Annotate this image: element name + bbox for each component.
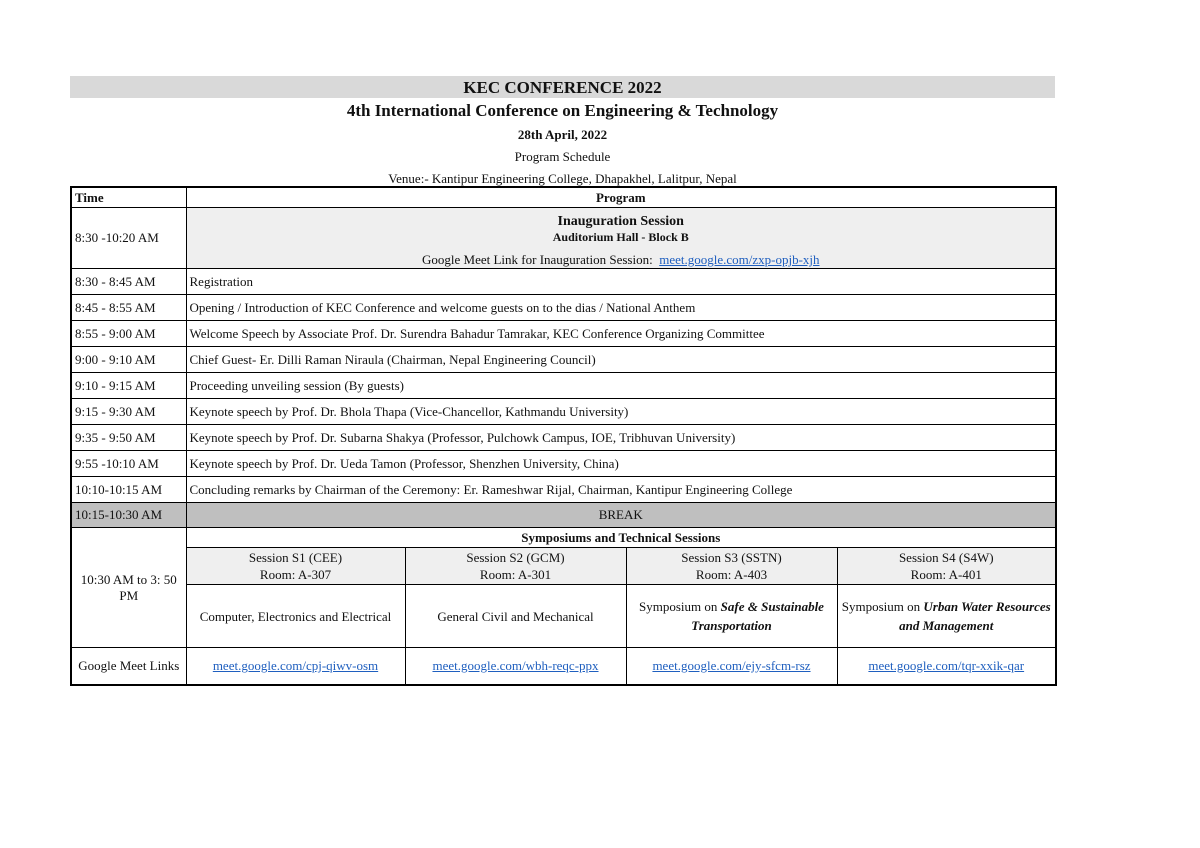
session-meet-link[interactable]: meet.google.com/wbh-reqc-ppx — [432, 658, 599, 673]
session-name: Session S2 (GCM) — [466, 550, 565, 565]
row-time: 9:10 - 9:15 AM — [71, 373, 186, 399]
schedule-row — [71, 295, 1056, 321]
session-topic — [405, 585, 626, 648]
inauguration-meet-link[interactable]: meet.google.com/zxp-opjb-xjh — [659, 252, 820, 267]
meet-link-cell — [626, 648, 837, 686]
table-header-row — [71, 187, 1056, 208]
session-room: Room: A-301 — [479, 567, 552, 582]
session-cell — [405, 548, 626, 585]
program-column-header: Program — [186, 187, 1056, 208]
session-name: Session S4 (S4W) — [898, 550, 994, 565]
row-time: 8:30 - 8:45 AM — [71, 269, 186, 295]
conference-date: 28th April, 2022 — [517, 127, 608, 142]
session-meet-link[interactable]: meet.google.com/ejy-sfcm-rsz — [652, 658, 811, 673]
venue-text: Venue:- Kantipur Engineering College, Dhapakhel, Lalitpur, Nepal — [388, 171, 737, 186]
inauguration-hall: Auditorium Hall - Block B — [552, 230, 689, 244]
session-name: Session S3 (SSTN) — [681, 550, 782, 565]
row-time: 9:35 - 9:50 AM — [71, 425, 186, 451]
break-time: 10:15-10:30 AM — [71, 503, 186, 528]
session-name: Session S1 (CEE) — [248, 550, 343, 565]
schedule-table — [70, 186, 1057, 686]
topic-row — [71, 585, 1056, 648]
topic-prefix: Symposium on — [841, 599, 924, 614]
topic-text: Computer, Electronics and Electrical — [199, 608, 392, 624]
session-topic — [186, 585, 405, 648]
conference-subtitle: 4th International Conference on Engineering & Technology — [346, 101, 779, 120]
row-program: Proceeding unveiling session (By guests) — [186, 373, 1056, 399]
meet-links-label: Google Meet Links — [71, 648, 186, 686]
schedule-row — [71, 321, 1056, 347]
technical-time: 10:30 AM to 3: 50 PM — [71, 528, 186, 648]
inauguration-cell — [186, 208, 1056, 269]
schedule-row — [71, 373, 1056, 399]
session-row — [71, 548, 1056, 585]
technical-heading: Symposiums and Technical Sessions — [186, 528, 1056, 548]
row-program: Registration — [186, 269, 1056, 295]
row-time: 10:10-10:15 AM — [71, 477, 186, 503]
session-cell — [837, 548, 1056, 585]
inauguration-row — [71, 208, 1056, 269]
schedule-sheet — [70, 76, 1055, 686]
session-meet-link[interactable]: meet.google.com/cpj-qiwv-osm — [212, 658, 379, 673]
schedule-row — [71, 477, 1056, 503]
inauguration-title: Inauguration Session — [557, 214, 684, 229]
session-cell — [626, 548, 837, 585]
row-program: Chief Guest- Er. Dilli Raman Niraula (Chairman, Nepal Engineering Council) — [186, 347, 1056, 373]
schedule-row — [71, 399, 1056, 425]
row-program: Opening / Introduction of KEC Conference and welcome guests on to the dias / National Anthem — [186, 295, 1056, 321]
program-schedule-label: Program Schedule — [514, 149, 611, 164]
inauguration-time: 8:30 -10:20 AM — [71, 208, 186, 269]
time-column-header: Time — [71, 187, 186, 208]
inauguration-link-label: Google Meet Link for Inauguration Session: — [422, 252, 653, 267]
row-program: Keynote speech by Prof. Dr. Subarna Shakya (Professor, Pulchowk Campus, IOE, Tribhuvan University) — [186, 425, 1056, 451]
meet-link-cell — [837, 648, 1056, 686]
session-room: Room: A-307 — [259, 567, 332, 582]
inauguration-link-line — [190, 252, 1053, 268]
session-topic — [626, 585, 837, 648]
schedule-row — [71, 269, 1056, 295]
topic-prefix: Symposium on — [639, 599, 721, 614]
topic-emphasis: Safe & Sustainable Transportation — [691, 599, 824, 633]
session-room: Room: A-403 — [695, 567, 768, 582]
schedule-row — [71, 347, 1056, 373]
topic-emphasis: Urban Water Resources and Management — [899, 599, 1051, 633]
session-room: Room: A-401 — [910, 567, 982, 582]
break-row — [71, 503, 1056, 528]
row-time: 8:45 - 8:55 AM — [71, 295, 186, 321]
row-program: Concluding remarks by Chairman of the Ceremony: Er. Rameshwar Rijal, Chairman, Kantipur Engineering College — [186, 477, 1056, 503]
row-program: Keynote speech by Prof. Dr. Bhola Thapa (Vice-Chancellor, Kathmandu University) — [186, 399, 1056, 425]
row-time: 9:55 -10:10 AM — [71, 451, 186, 477]
row-program: Keynote speech by Prof. Dr. Ueda Tamon (Professor, Shenzhen University, China) — [186, 451, 1056, 477]
topic-text: General Civil and Mechanical — [437, 608, 594, 624]
meet-link-cell — [186, 648, 405, 686]
row-time: 8:55 - 9:00 AM — [71, 321, 186, 347]
meet-link-cell — [405, 648, 626, 686]
row-time: 9:15 - 9:30 AM — [71, 399, 186, 425]
row-time: 9:00 - 9:10 AM — [71, 347, 186, 373]
meet-links-row — [71, 648, 1056, 686]
conference-title: KEC CONFERENCE 2022 — [70, 76, 1055, 98]
session-meet-link[interactable]: meet.google.com/tqr-xxik-qar — [868, 658, 1025, 673]
schedule-row — [71, 451, 1056, 477]
break-label: BREAK — [186, 503, 1056, 528]
session-topic — [837, 585, 1056, 648]
schedule-row — [71, 425, 1056, 451]
session-cell — [186, 548, 405, 585]
technical-heading-row — [71, 528, 1056, 548]
row-program: Welcome Speech by Associate Prof. Dr. Surendra Bahadur Tamrakar, KEC Conference Organizing Committee — [186, 321, 1056, 347]
